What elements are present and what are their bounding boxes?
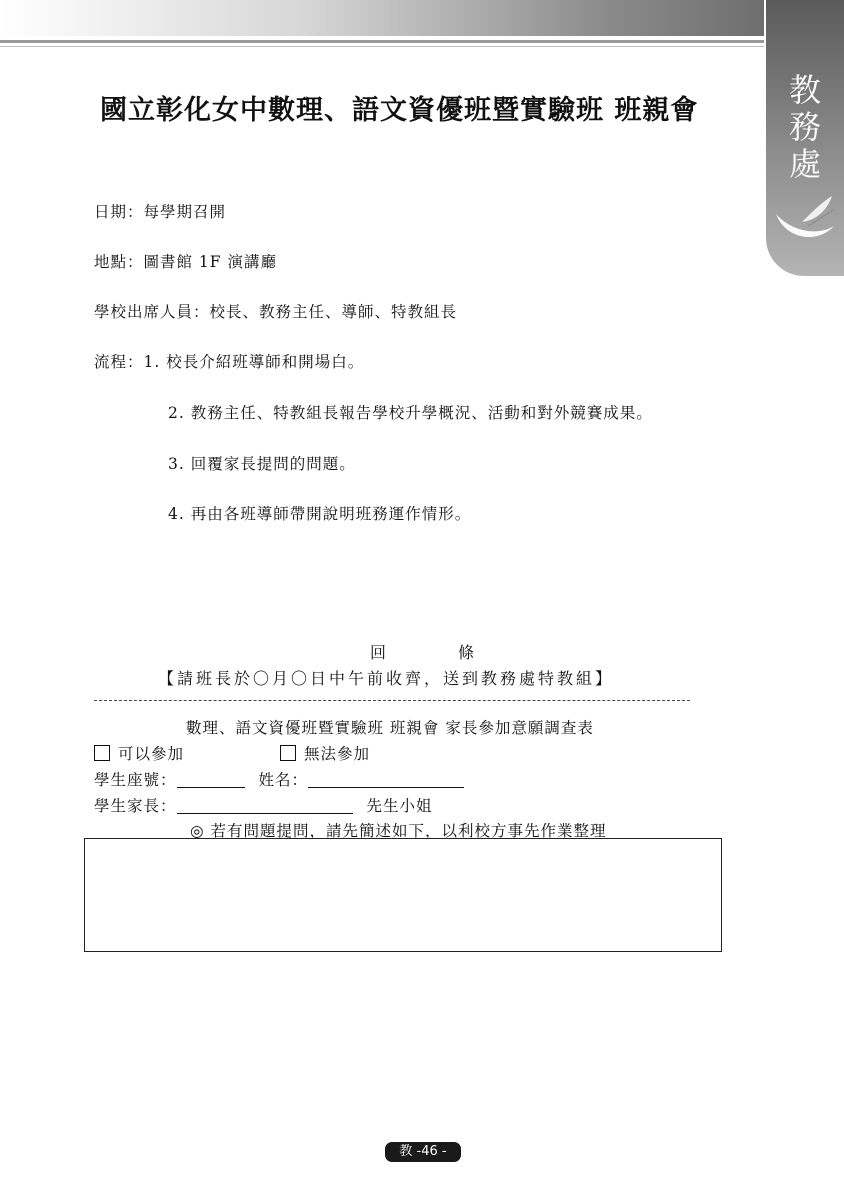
seat-label: 學生座號： xyxy=(94,771,177,789)
parent-name-field[interactable] xyxy=(177,797,353,814)
cut-line xyxy=(94,700,690,701)
student-name-field[interactable] xyxy=(308,771,464,788)
attend-checkbox[interactable] xyxy=(94,745,110,761)
parent-row xyxy=(94,794,432,816)
page-title: 國立彰化女中數理、語文資優班暨實驗班 班親會 xyxy=(100,95,699,126)
header-gradient-bar xyxy=(0,0,764,36)
reply-title-char-1: 回 xyxy=(370,643,387,662)
reply-title-char-2: 條 xyxy=(458,643,475,662)
question-note: ◎ 若有問題提問，請先簡述如下，以利校方事先作業整理 xyxy=(190,822,607,840)
school-attendees: 學校出席人員：校長、教務主任、導師、特教組長 xyxy=(94,303,458,321)
absent-checkbox[interactable] xyxy=(280,745,296,761)
leaf-emblem-icon xyxy=(772,192,838,248)
absent-label: 無法參加 xyxy=(304,745,371,763)
meeting-location: 地點：圖書館 1F 演講廳 xyxy=(94,253,277,271)
seat-name-row xyxy=(94,768,464,790)
reply-instruction: 【請班長於〇月〇日中午前收齊，送到教務處特教組】 xyxy=(158,669,615,688)
option-absent[interactable] xyxy=(280,742,370,764)
header-rule xyxy=(0,40,764,43)
meeting-date: 日期：每學期召開 xyxy=(94,203,227,221)
process-step-3: 3. 回覆家長提問的問題。 xyxy=(168,455,356,473)
parent-label: 學生家長： xyxy=(94,797,177,815)
header-rule-thin xyxy=(0,46,764,47)
page-number-badge: 教 -46 - xyxy=(385,1142,461,1162)
process-step-1: 流程：1. 校長介紹班導師和開場白。 xyxy=(94,353,365,371)
section-side-tab xyxy=(766,0,844,276)
attend-label: 可以參加 xyxy=(118,745,185,763)
side-tab-text: 教 務 處 xyxy=(788,71,821,183)
seat-number-field[interactable] xyxy=(177,771,245,788)
process-step-4: 4. 再由各班導師帶開說明班務運作情形。 xyxy=(168,505,472,523)
survey-form-title: 數理、語文資優班暨實驗班 班親會 家長參加意願調查表 xyxy=(186,719,594,737)
reply-slip-title xyxy=(370,640,474,663)
name-label: 姓名： xyxy=(258,771,308,789)
option-attend[interactable] xyxy=(94,742,184,764)
question-input-box[interactable] xyxy=(84,838,722,952)
side-tab-label xyxy=(766,72,844,183)
parent-suffix: 先生小姐 xyxy=(366,797,433,815)
process-step-2: 2. 教務主任、特教組長報告學校升學概況、活動和對外競賽成果。 xyxy=(168,404,653,422)
